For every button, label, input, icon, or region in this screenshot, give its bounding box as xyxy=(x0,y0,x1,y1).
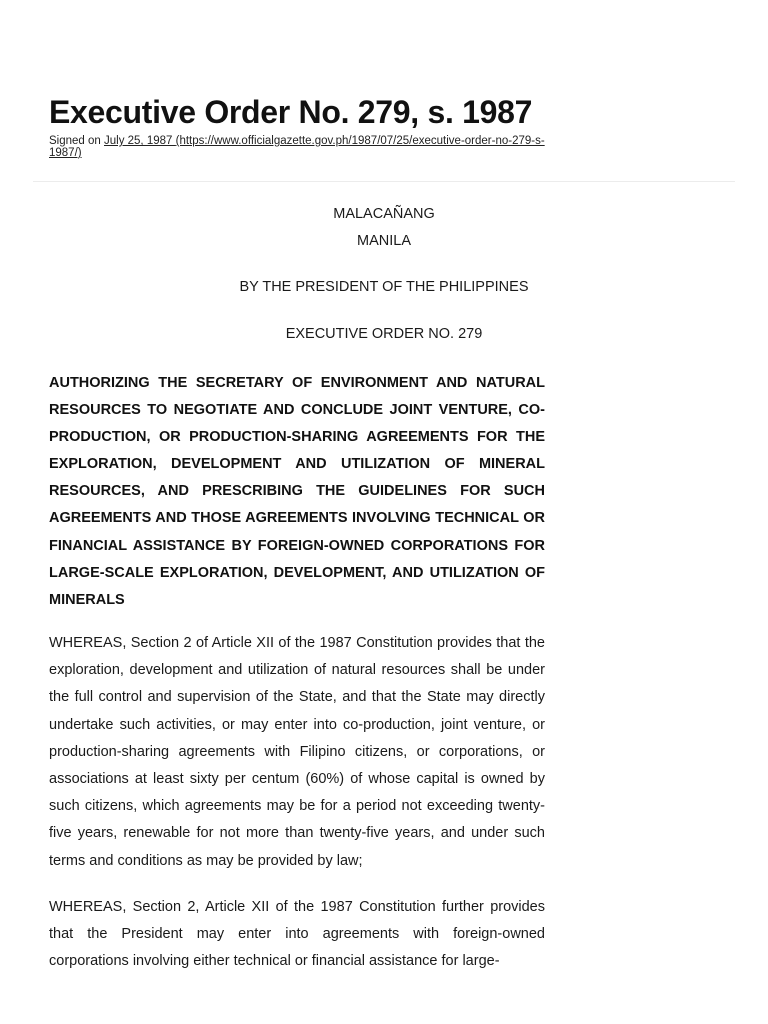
signed-date-link[interactable]: July 25, 1987 xyxy=(104,135,176,147)
source-url-link[interactable]: (https://www.officialgazette.gov.ph/1987/07/25/executive-order-no-279-s-1987/) xyxy=(49,135,545,159)
whereas-paragraph-1: WHEREAS, Section 2 of Article XII of the 1987 Constitution provides that the exploration, development and utilization of natural resources shall be under the full control and supervision of the State, and that the State may directly undertake such activities, or may enter into co-production, joint venture, or production-sharing agreements with Filipino citizens, or corporations, or associations at least sixty per centum (60%) of whose capital is owned by such citizens, which agreements may be for a period not exceeding twenty-five years, renewable for not more than twenty-five years, and under such terms and conditions as may be provided by law; xyxy=(49,635,545,869)
issuer-line: BY THE PRESIDENT OF THE PHILIPPINES xyxy=(239,279,529,295)
order-heading: AUTHORIZING THE SECRETARY OF ENVIRONMENT AND NATURAL RESOURCES TO NEGOTIATE AND CONCLUDE JOINT VENTURE, CO-PRODUCTION, OR PRODUCTION-SHARING AGREEMENTS FOR THE EXPLORATION, DEVELOPMENT AND UTILIZATION OF MINERAL RESOURCES, AND PRESCRIBING THE GUIDELINES FOR SUCH AGREEMENTS AND THOSE AGREEMENTS INVOLVING TECHNICAL OR FINANCIAL ASSISTANCE BY FOREIGN-OWNED CORPORATIONS FOR LARGE-SCALE EXPLORATION, DEVELOPMENT, AND UTILIZATION OF MINERALS xyxy=(49,375,545,608)
office-name: MALACAÑANG xyxy=(333,206,435,222)
signed-line xyxy=(49,135,559,159)
signed-prefix: Signed on xyxy=(49,135,104,147)
order-number: EXECUTIVE ORDER NO. 279 xyxy=(285,326,483,342)
page-title: Executive Order No. 279, s. 1987 xyxy=(49,94,533,130)
whereas-paragraph-2: WHEREAS, Section 2, Article XII of the 1987 Constitution further provides that the President may enter into agreements with foreign-owned corporations involving either technical or financial assistance for large- xyxy=(49,899,545,970)
header-divider xyxy=(33,181,735,182)
city-name: MANILA xyxy=(357,233,411,249)
